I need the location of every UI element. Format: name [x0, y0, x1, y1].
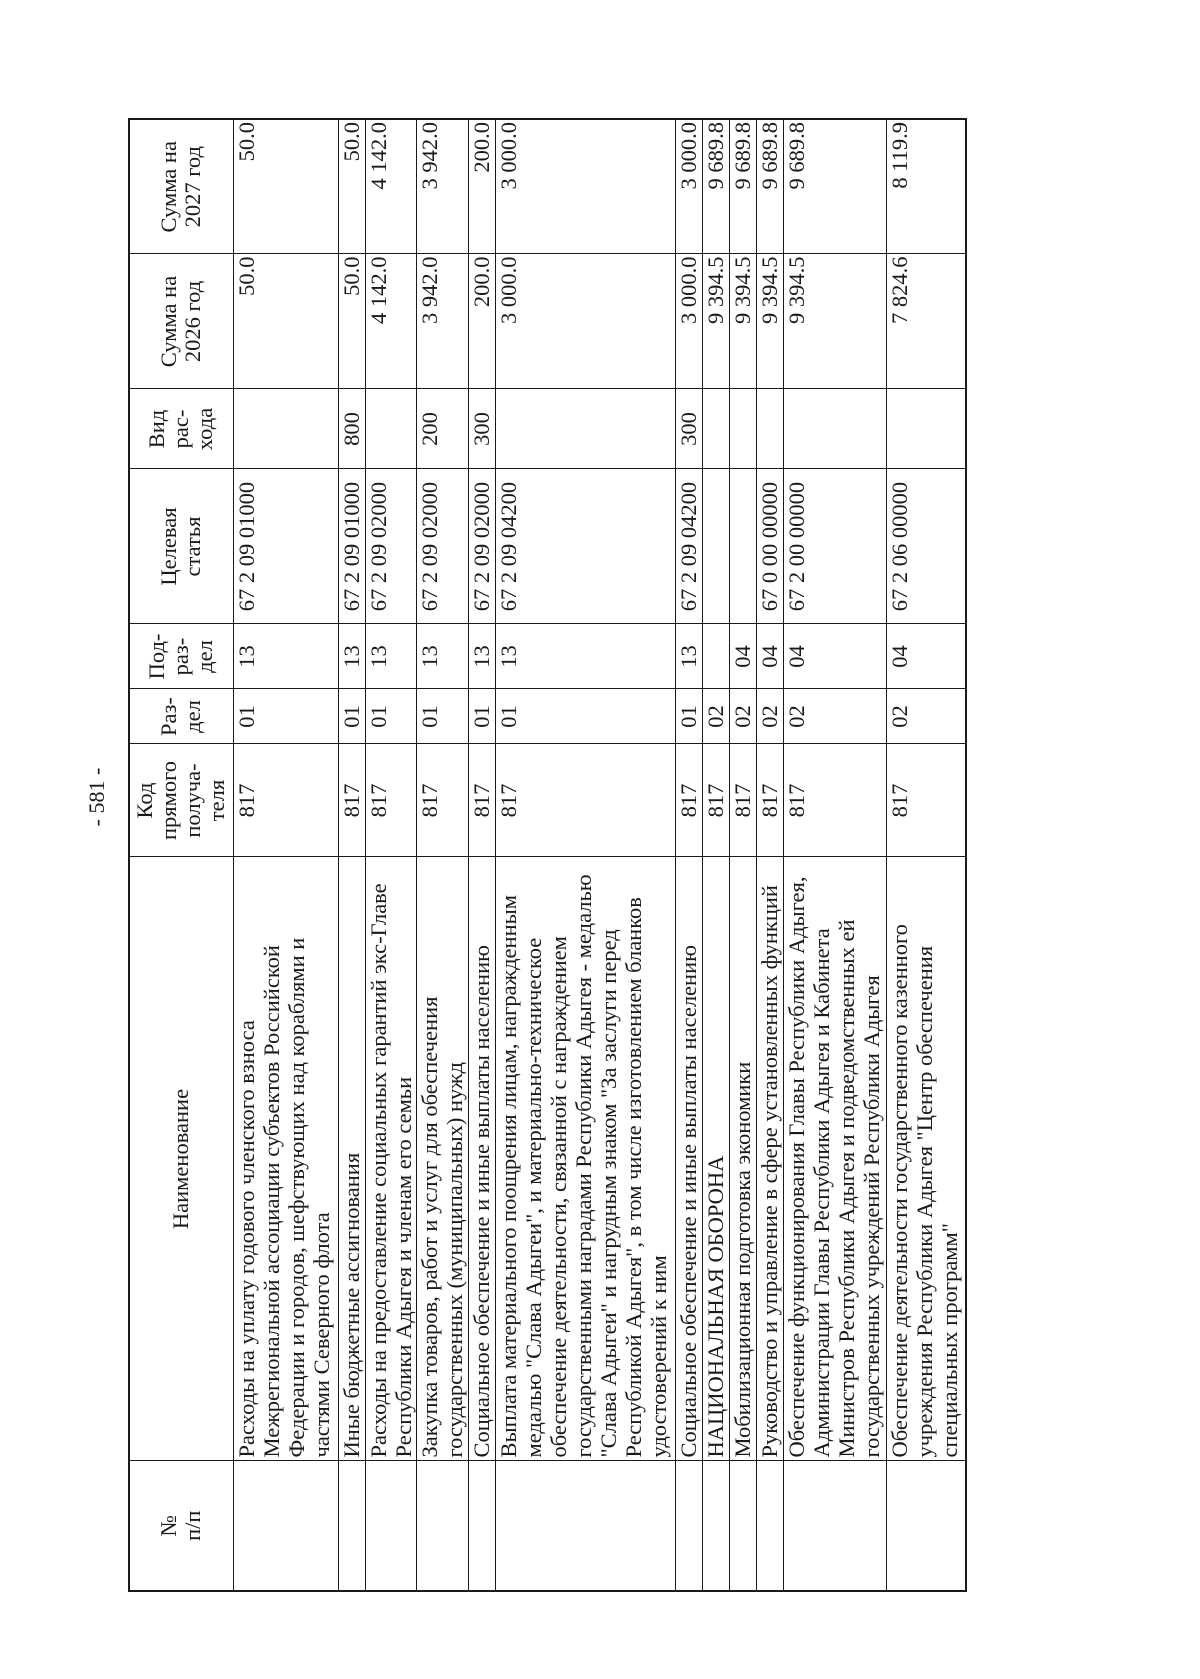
cell-name — [675, 857, 702, 1461]
header-line: Наименование — [168, 1088, 194, 1230]
cell-expense-type: 300 — [468, 389, 495, 469]
cell-recipient-code: 817 — [416, 744, 468, 857]
cell-name-line: обеспечение деятельности, связанной с награждением — [545, 936, 571, 1458]
cell-sum-2027: 9 689.8 — [756, 119, 783, 254]
cell-sum-2027: 4 142.0 — [365, 119, 416, 254]
cell-section: 01 — [468, 689, 495, 744]
cell-name-line: Обеспечение функционирования Главы Республики Адыгея, — [783, 876, 809, 1458]
cell-name — [783, 857, 886, 1461]
cell-name-line: государственных учреждений Республики Адыгея — [858, 975, 884, 1458]
cell-section: 02 — [783, 689, 886, 744]
cell-target-article — [702, 469, 729, 624]
cell-recipient-code: 817 — [495, 744, 675, 857]
cell-sum-2026: 3 000.0 — [495, 254, 675, 389]
cell-name — [729, 857, 756, 1461]
page-number: - 581 - — [84, 767, 109, 827]
cell-section: 02 — [729, 689, 756, 744]
cell-name-line: Федерации и городов, шефствующих над кораблями и — [283, 937, 309, 1458]
cell-expense-type — [495, 389, 675, 469]
table-row — [886, 119, 966, 1591]
header-row — [129, 119, 233, 1591]
cell-sum-2026: 50.0 — [233, 254, 338, 389]
header-line: раз- — [168, 637, 194, 676]
cell-section: 01 — [365, 689, 416, 744]
table-row — [233, 119, 338, 1591]
header-num — [129, 1461, 233, 1591]
header-sum-2026 — [129, 254, 233, 389]
cell-target-article: 67 2 09 04200 — [495, 469, 675, 624]
cell-name — [702, 857, 729, 1461]
cell-num — [365, 1461, 416, 1591]
table-row — [338, 119, 365, 1591]
header-line: Целевая — [156, 507, 182, 586]
header-line: п/п — [180, 1510, 206, 1541]
cell-name — [495, 857, 675, 1461]
cell-name — [416, 857, 468, 1461]
cell-name — [233, 857, 338, 1461]
header-line: Вид — [144, 409, 170, 449]
cell-subsection: 13 — [675, 624, 702, 689]
table-row — [365, 119, 416, 1591]
cell-target-article: 67 2 09 04200 — [675, 469, 702, 624]
cell-expense-type — [783, 389, 886, 469]
cell-recipient-code: 817 — [756, 744, 783, 857]
cell-section: 02 — [702, 689, 729, 744]
cell-recipient-code: 817 — [783, 744, 886, 857]
table-row — [495, 119, 675, 1591]
cell-recipient-code: 817 — [468, 744, 495, 857]
cell-subsection: 13 — [338, 624, 365, 689]
cell-expense-type — [365, 389, 416, 469]
cell-section: 01 — [675, 689, 702, 744]
cell-section: 02 — [886, 689, 966, 744]
cell-sum-2026: 9 394.5 — [783, 254, 886, 389]
cell-name-line: государственными наградами Республики Адыгея - медалью — [570, 874, 596, 1458]
cell-num — [338, 1461, 365, 1591]
header-line: Код — [132, 782, 158, 819]
cell-sum-2026: 50.0 — [338, 254, 365, 389]
cell-sum-2027: 50.0 — [338, 119, 365, 254]
cell-num — [702, 1461, 729, 1591]
cell-target-article — [729, 469, 756, 624]
header-line: рас- — [168, 409, 194, 449]
cell-subsection: 04 — [783, 624, 886, 689]
cell-name-line: Расходы на уплату годового членского взноса — [233, 1020, 259, 1458]
cell-name-line: "Слава Адыгеи" и нагрудным знаком "За заслуги перед — [595, 929, 621, 1458]
header-line: Раз- — [156, 697, 182, 736]
cell-name — [886, 857, 966, 1461]
cell-num — [783, 1461, 886, 1591]
cell-recipient-code: 817 — [233, 744, 338, 857]
cell-target-article: 67 0 00 00000 — [756, 469, 783, 624]
cell-sum-2027: 3 000.0 — [495, 119, 675, 254]
cell-num — [756, 1461, 783, 1591]
cell-expense-type: 300 — [675, 389, 702, 469]
cell-sum-2026: 4 142.0 — [365, 254, 416, 389]
budget-table — [128, 118, 967, 1592]
cell-section: 01 — [416, 689, 468, 744]
cell-name-line: Министров Республики Адыгея и подведомственных ей — [833, 919, 859, 1458]
cell-name — [756, 857, 783, 1461]
cell-recipient-code: 817 — [365, 744, 416, 857]
header-line: получа- — [180, 763, 206, 838]
cell-num — [729, 1461, 756, 1591]
cell-section: 02 — [756, 689, 783, 744]
cell-expense-type — [702, 389, 729, 469]
cell-target-article: 67 2 00 00000 — [783, 469, 886, 624]
cell-subsection: 13 — [495, 624, 675, 689]
cell-sum-2026: 3 942.0 — [416, 254, 468, 389]
cell-sum-2027: 3 942.0 — [416, 119, 468, 254]
header-line: № — [156, 1515, 182, 1537]
header-line: Под- — [144, 633, 170, 680]
cell-recipient-code: 817 — [675, 744, 702, 857]
cell-sum-2027: 50.0 — [233, 119, 338, 254]
cell-name-line: НАЦИОНАЛЬНАЯ ОБОРОНА — [702, 1155, 728, 1458]
header-subsection — [129, 624, 233, 689]
cell-recipient-code: 817 — [886, 744, 966, 857]
header-line: статья — [180, 516, 206, 577]
cell-name-line: учреждения Республики Адыгея "Центр обеспечения — [911, 945, 937, 1458]
cell-name-line: Социальное обеспечение и иные выплаты населению — [468, 945, 494, 1458]
cell-num — [233, 1461, 338, 1591]
cell-sum-2027: 200.0 — [468, 119, 495, 254]
header-name — [129, 857, 233, 1461]
cell-name-line: Руководство и управление в сфере установленных функций — [756, 885, 782, 1458]
cell-expense-type — [756, 389, 783, 469]
cell-sum-2026: 7 824.6 — [886, 254, 966, 389]
table-row — [675, 119, 702, 1591]
cell-recipient-code: 817 — [338, 744, 365, 857]
table-header — [129, 119, 233, 1591]
cell-sum-2026: 9 394.5 — [729, 254, 756, 389]
cell-name-line: Обеспечение деятельности государственного казенного — [886, 924, 912, 1458]
cell-num — [495, 1461, 675, 1591]
cell-recipient-code: 817 — [729, 744, 756, 857]
cell-name-line: частями Северного флота — [308, 1212, 334, 1458]
header-line: хода — [192, 407, 218, 451]
cell-num — [416, 1461, 468, 1591]
header-expense-type — [129, 389, 233, 469]
cell-sum-2027: 3 000.0 — [675, 119, 702, 254]
header-line: дел — [192, 640, 218, 673]
header-recipient-code — [129, 744, 233, 857]
cell-target-article: 67 2 09 02000 — [416, 469, 468, 624]
header-line: прямого — [156, 760, 182, 841]
header-line: Сумма на — [156, 141, 182, 233]
cell-subsection: 04 — [729, 624, 756, 689]
cell-name-line: Республики Адыгея и членам его семьи — [390, 1076, 416, 1458]
cell-name-line: медалью "Слава Адыгеи", и материально-техническое — [520, 937, 546, 1458]
cell-section: 01 — [495, 689, 675, 744]
cell-subsection: 13 — [233, 624, 338, 689]
cell-sum-2027: 8 119.9 — [886, 119, 966, 254]
cell-target-article: 67 2 09 01000 — [338, 469, 365, 624]
cell-name-line: удостоверений к ним — [645, 1255, 671, 1458]
table-body — [233, 119, 966, 1591]
cell-sum-2026: 9 394.5 — [756, 254, 783, 389]
cell-subsection: 04 — [756, 624, 783, 689]
cell-name-line: Социальное обеспечение и иные выплаты населению — [675, 945, 701, 1458]
table-row — [729, 119, 756, 1591]
header-line: дел — [180, 700, 206, 733]
cell-section: 01 — [233, 689, 338, 744]
table-row — [416, 119, 468, 1591]
cell-subsection: 13 — [365, 624, 416, 689]
cell-name-line: Расходы на предоставление социальных гарантий экс-Главе — [365, 883, 391, 1458]
cell-recipient-code: 817 — [702, 744, 729, 857]
table-row — [756, 119, 783, 1591]
cell-subsection: 13 — [468, 624, 495, 689]
cell-name-line: специальных программ" — [936, 1223, 962, 1458]
cell-target-article: 67 2 09 01000 — [233, 469, 338, 624]
cell-num — [675, 1461, 702, 1591]
cell-name-line: Администрации Главы Республики Адыгея и Кабинета — [808, 928, 834, 1458]
cell-name-line: Межрегиональной ассоциации субъектов Российской — [258, 945, 284, 1458]
header-target-article — [129, 469, 233, 624]
cell-name-line: Республикой Адыгея", в том числе изготовлением бланков — [620, 897, 646, 1458]
cell-subsection: 13 — [416, 624, 468, 689]
cell-name-line: государственных (муниципальных) нужд — [441, 1062, 467, 1458]
cell-expense-type — [886, 389, 966, 469]
header-line: Сумма на — [156, 275, 182, 368]
cell-name-line: Закупка товаров, работ и услуг для обеспечения — [416, 996, 442, 1458]
header-line: 2026 год — [180, 280, 206, 363]
cell-expense-type — [233, 389, 338, 469]
header-sum-2027 — [129, 119, 233, 254]
cell-name — [365, 857, 416, 1461]
cell-target-article: 67 2 09 02000 — [468, 469, 495, 624]
cell-sum-2027: 9 689.8 — [783, 119, 886, 254]
cell-sum-2026: 9 394.5 — [702, 254, 729, 389]
cell-sum-2027: 9 689.8 — [702, 119, 729, 254]
cell-subsection — [702, 624, 729, 689]
header-line: 2027 год — [180, 146, 206, 228]
cell-subsection: 04 — [886, 624, 966, 689]
cell-name-line: Мобилизационная подготовка экономики — [729, 1061, 755, 1458]
cell-section: 01 — [338, 689, 365, 744]
table-row — [702, 119, 729, 1591]
cell-target-article: 67 2 09 02000 — [365, 469, 416, 624]
cell-num — [886, 1461, 966, 1591]
cell-name-line: Иные бюджетные ассигнования — [338, 1152, 364, 1458]
cell-expense-type: 800 — [338, 389, 365, 469]
cell-target-article: 67 2 06 00000 — [886, 469, 966, 624]
cell-name-line: Выплата материального поощрения лицам, награжденным — [495, 895, 521, 1458]
header-line: теля — [204, 779, 230, 822]
header-section — [129, 689, 233, 744]
table-row — [468, 119, 495, 1591]
cell-expense-type — [729, 389, 756, 469]
cell-sum-2027: 9 689.8 — [729, 119, 756, 254]
cell-name — [338, 857, 365, 1461]
cell-sum-2026: 200.0 — [468, 254, 495, 389]
cell-num — [468, 1461, 495, 1591]
cell-name — [468, 857, 495, 1461]
cell-expense-type: 200 — [416, 389, 468, 469]
table-row — [783, 119, 886, 1591]
cell-sum-2026: 3 000.0 — [675, 254, 702, 389]
